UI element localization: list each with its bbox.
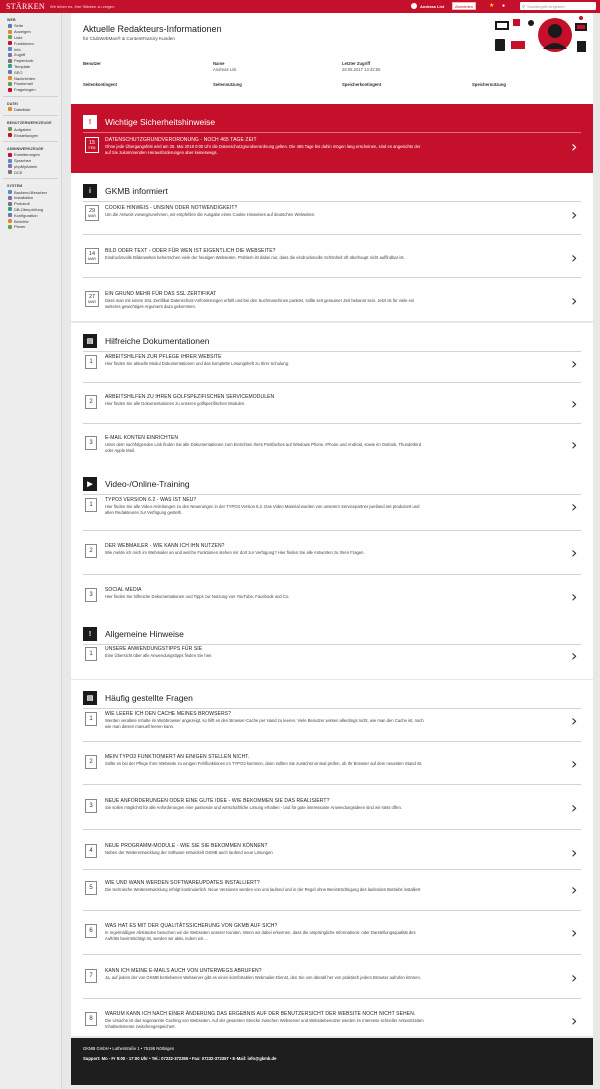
sidebar-item-label: Installation bbox=[14, 195, 34, 201]
module-icon bbox=[8, 225, 12, 229]
module-icon bbox=[8, 88, 12, 92]
item-title[interactable]: NEUE ANFORDERUNGEN ODER EINE GUTE IDEE - WIE BEKOMMEN SIE DAS REALISIERT? bbox=[105, 798, 330, 804]
list-item[interactable] bbox=[83, 248, 581, 274]
section-video bbox=[71, 466, 593, 624]
number-badge: 2 bbox=[85, 544, 97, 558]
play-icon: ▶ bbox=[83, 477, 97, 491]
warning-icon: ! bbox=[83, 115, 97, 129]
sidebar-item-label: Dateiliste bbox=[14, 106, 31, 112]
item-description: Eindrucksvolle Bilderwelten beherrschen viele der heutigen Webseiten. Problem ist dabei nur, dass die eindrucksvolle Schönheit oft überhaupt nicht auffindbar ist. bbox=[105, 255, 405, 260]
number-badge: 3 bbox=[85, 436, 97, 450]
info-icon: i bbox=[83, 184, 97, 198]
help-icon[interactable]: ● bbox=[502, 3, 506, 9]
module-icon bbox=[8, 64, 12, 68]
chevron-right-icon[interactable]: › bbox=[571, 543, 578, 562]
section-divider bbox=[83, 644, 581, 645]
module-icon bbox=[8, 41, 12, 45]
module-icon bbox=[8, 190, 12, 194]
list-item[interactable] bbox=[83, 646, 581, 672]
chevron-right-icon[interactable]: › bbox=[571, 248, 578, 267]
footer-support: Support: Mo - Fr 9:00 - 17:00 Uhr • Tel.: 07232-372355 • Fax: 07232-372357 • E-Mail: info@gkmb.de bbox=[83, 1056, 277, 1061]
section-title: Hilfreiche Dokumentationen bbox=[105, 336, 210, 346]
sidebar-item-label: Zugriff bbox=[14, 52, 26, 58]
sidebar-item-label: phpMyAdmin bbox=[14, 163, 38, 169]
sidebar-item-label: Info bbox=[14, 46, 21, 52]
item-description: Unter dem nachfolgenden Link finden Sie alle Dokumentationen zum Einrichten Ihres Postfaches auf Windows Phone, iPhone und Android, sowie im Outlook, Thunderbird oder Apple Mail. bbox=[105, 442, 422, 453]
sidebar-item-label: Funktionen bbox=[14, 40, 34, 46]
search-icon: ⚲ bbox=[522, 3, 525, 9]
sidebar-item-label: Berichte bbox=[14, 218, 29, 224]
item-title[interactable]: EIN GRUND MEHR FÜR DAS SSL ZERTIFIKAT bbox=[105, 291, 217, 297]
chevron-right-icon[interactable]: › bbox=[571, 923, 578, 942]
sidebar-item-dce[interactable] bbox=[0, 169, 61, 175]
date-badge: 27 MAR bbox=[85, 291, 99, 307]
logout-button[interactable]: Abmelden bbox=[452, 2, 476, 10]
section-faq bbox=[71, 680, 593, 1036]
sidebar-item-label: DCE bbox=[14, 169, 23, 175]
module-icon bbox=[8, 164, 12, 168]
chevron-right-icon[interactable]: › bbox=[571, 754, 578, 773]
page-title: Aktuelle Redakteurs-Informationen bbox=[83, 24, 222, 34]
chevron-right-icon[interactable]: › bbox=[571, 711, 578, 730]
chevron-right-icon[interactable]: › bbox=[571, 880, 578, 899]
row-divider bbox=[83, 910, 581, 911]
sidebar-item-label: Fragebogen bbox=[14, 87, 36, 93]
list-item[interactable] bbox=[83, 497, 581, 523]
section-allgemein bbox=[71, 616, 593, 679]
row-divider bbox=[83, 530, 581, 531]
row-divider bbox=[83, 998, 581, 999]
item-description: Neben der Weiterentwicklung der Software entwickelt GKMB auch laufend neue Lösungen bbox=[105, 850, 273, 855]
chevron-right-icon[interactable]: › bbox=[571, 137, 578, 156]
list-item[interactable] bbox=[83, 587, 581, 613]
sidebar-item-dateiliste[interactable] bbox=[0, 107, 61, 113]
module-icon bbox=[8, 127, 12, 131]
module-icon bbox=[8, 170, 12, 174]
chevron-right-icon[interactable]: › bbox=[571, 291, 578, 310]
item-title[interactable]: BILD ODER TEXT - ODER FÜR WEN IST EIGENTLICH DIE WEBSEITE? bbox=[105, 248, 276, 254]
number-badge: 2 bbox=[85, 755, 97, 769]
row-divider bbox=[83, 277, 581, 278]
row-divider bbox=[83, 869, 581, 870]
section-divider bbox=[83, 351, 581, 352]
item-description: Ohne jede Übergangsfrist wird am 25. Mai 2018 0:00 Uhr die Datenschutzgrundverordnung gelten. Die 465 Tage bis dahin mögen lang erscheinen, sind es angesichts der auf Sie zukommenden Herausforderungen aber keineswegs. bbox=[105, 144, 421, 155]
row-divider bbox=[83, 784, 581, 785]
number-badge: 3 bbox=[85, 799, 97, 813]
user-avatar-icon bbox=[411, 3, 417, 9]
chevron-right-icon[interactable]: › bbox=[571, 394, 578, 413]
section-title: Häufig gestellte Fragen bbox=[105, 693, 193, 703]
number-badge: 1 bbox=[85, 498, 97, 512]
list-item[interactable] bbox=[83, 354, 581, 380]
item-title[interactable]: SOCIAL MEDIA bbox=[105, 587, 142, 593]
row-divider bbox=[83, 234, 581, 235]
item-description: Sie sollen möglichst für alle Anforderungen eine passende und wirtschaftliche Lösung erhalten - und für gute interessante Anwendungsideen sind wir stets offen. bbox=[105, 805, 402, 810]
sidebar-item-label: Papierkorb bbox=[14, 58, 34, 64]
number-badge: 5 bbox=[85, 881, 97, 895]
item-description: Hier finden Sie hilfreiche Dokumentationen und Tipps zur Nutzung von YouTube, Facebook und Co. bbox=[105, 594, 290, 599]
section-divider bbox=[83, 708, 581, 709]
item-title[interactable]: NEUE PROGRAMM-MODULE - WIE SIE SIE BEKOMMEN KÖNNEN? bbox=[105, 843, 268, 849]
sidebar-item-label: Powermail bbox=[14, 81, 33, 87]
item-description: Um die Antwort vorwegzunehmen, wir empfehlen die Ausgabe eines Cookie Hinweises auf deutschen Webseiten. bbox=[105, 212, 316, 217]
item-title[interactable]: WAS HAT ES MIT DER QUALITÄTSSICHERUNG VON GKMB AUF SICH? bbox=[105, 923, 278, 929]
faq-item[interactable] bbox=[83, 923, 581, 949]
item-title[interactable]: WARUM KANN ICH NACH EINER ÄNDERUNG DAS ERGEBNIS AUF DER BENUTZERSICHT DER WEBSITE NOCH NICHT SEHEN. bbox=[105, 1011, 416, 1017]
sidebar-item-label: Template bbox=[14, 63, 31, 69]
name-field: Name Andreas List bbox=[213, 61, 237, 72]
item-title[interactable]: E-MAIL KONTEN EINRICHTEN bbox=[105, 435, 179, 441]
faq-item[interactable] bbox=[83, 843, 581, 869]
row-divider bbox=[83, 741, 581, 742]
section-header bbox=[83, 477, 190, 491]
module-icon bbox=[8, 202, 12, 206]
item-description: Werden veraltete Inhalte im Webbrowser angezeigt, so hilft es den Browser-Cache per Hand zu leeren. Viele Benutzer wissen allerdings nicht, wie man den Cache ist, noch wie man diesen manuell leeren kann. bbox=[105, 718, 424, 729]
main-content bbox=[71, 13, 593, 1089]
module-icon bbox=[8, 159, 12, 163]
sidebar-item-label: Einstellungen bbox=[14, 132, 39, 138]
brand-logo[interactable]: STÄRKEN bbox=[6, 2, 45, 11]
number-badge: 3 bbox=[85, 588, 97, 602]
section-gkmb bbox=[71, 173, 593, 321]
number-badge: 6 bbox=[85, 924, 97, 938]
item-description: In regelmäßigen Abständen besuchen wir die Webseiten unserer Kunden. Wenn wir dabei erkennen, dass die ursprüngliche Informations- oder Darstellungsqualität des Auftritts beeinträchtigt ist, werden wir aktiv, indem wir ... bbox=[105, 930, 416, 941]
list-item[interactable] bbox=[83, 291, 581, 317]
module-icon bbox=[8, 219, 12, 223]
number-badge: 8 bbox=[85, 1012, 97, 1026]
sidebar-section-system[interactable]: SYSTEM bbox=[7, 184, 23, 189]
item-title[interactable]: COOKIE HINWEIS - UNSINN ODER NOTWENDIGKEIT? bbox=[105, 205, 238, 211]
chevron-right-icon[interactable]: › bbox=[571, 843, 578, 862]
date-badge: 29 MAR bbox=[85, 205, 99, 221]
list-item[interactable] bbox=[83, 394, 581, 420]
user-name: Andreas List bbox=[420, 3, 445, 9]
sidebar-item-label: SEO bbox=[14, 69, 23, 75]
item-description: Hier finden Sie alle Dokumentationen zu unseren golfspezifischen Modulen. bbox=[105, 401, 246, 406]
bookmark-star-icon[interactable]: ★ bbox=[489, 3, 495, 9]
module-icon bbox=[8, 24, 12, 28]
alert-icon: ! bbox=[83, 627, 97, 641]
section-docs bbox=[71, 323, 593, 467]
chevron-right-icon[interactable]: › bbox=[571, 646, 578, 665]
faq-icon: ▤ bbox=[83, 691, 97, 705]
row-divider bbox=[83, 382, 581, 383]
item-title[interactable]: UNSERE ANWENDUNGSTIPPS FÜR SIE bbox=[105, 646, 203, 652]
faq-item[interactable] bbox=[83, 711, 581, 737]
module-icon bbox=[8, 53, 12, 57]
row-divider bbox=[83, 423, 581, 424]
sidebar-item-label: Nachrichten bbox=[14, 75, 36, 81]
sidebar-item-planer[interactable] bbox=[0, 224, 61, 230]
section-title: Video-/Online-Training bbox=[105, 479, 190, 489]
item-description: Die technische Weiterentwicklung erfolgt kontinuierlich. Neue Versionen werden von uns laufend und in der Regel ohne Beeinträchtigung des laufenden Betriebs installiert bbox=[105, 887, 421, 892]
number-badge: 1 bbox=[85, 355, 97, 369]
footer-address: GKMB GmbH • Lutherstraße 1 • 75196 Nöttingen bbox=[83, 1046, 175, 1051]
module-icon bbox=[8, 76, 12, 80]
list-item[interactable] bbox=[83, 435, 581, 461]
storage-quota-field: Speicherkontingent bbox=[342, 82, 382, 87]
number-badge: 1 bbox=[85, 712, 97, 726]
module-icon bbox=[8, 59, 12, 63]
sidebar-item-einstellungen[interactable] bbox=[0, 132, 61, 138]
row-divider bbox=[83, 574, 581, 575]
faq-item[interactable] bbox=[83, 754, 581, 780]
module-icon bbox=[8, 35, 12, 39]
section-title: GKMB informiert bbox=[105, 186, 168, 196]
item-description: Hier finden Sie alle Video-Anleitungen zu den Neuerungen in der TYPO3 Version 6.2. Das Video Material wurden von unserem Servicepartner jweiland.net produziert und allen Redakteuren zur Verfügung gestellt. bbox=[105, 504, 420, 515]
sidebar-item-label: DB-Überprüfung bbox=[14, 206, 44, 212]
chevron-right-icon[interactable]: › bbox=[571, 354, 578, 373]
chevron-right-icon[interactable]: › bbox=[571, 587, 578, 606]
row-divider bbox=[83, 829, 581, 830]
sidebar-section-admin[interactable]: ADMINWERKZEUGE bbox=[7, 146, 44, 151]
item-title[interactable]: DER WEBMAILER - WIE KANN ICH IHN NUTZEN? bbox=[105, 543, 225, 549]
chevron-right-icon[interactable]: › bbox=[571, 1011, 578, 1030]
module-icon bbox=[8, 82, 12, 86]
module-icon bbox=[8, 213, 12, 217]
module-sidebar bbox=[0, 13, 62, 1089]
section-divider bbox=[83, 494, 581, 495]
item-description: Dass man mit einem SSL Zertifikat Datenschutz-Anforderungen erfüllt und bei den Suchmaschinen punktet, sollte seit geraumer Zeit bekannt sein. Jetzt ist für viele ein weiteres gewichtiges Argument dazu gekommen. bbox=[105, 298, 415, 309]
section-divider bbox=[83, 132, 581, 133]
item-description: Wie melde ich mich im Webmailer an und welche Funktionen stehen mir dort zur Verfügung? Hier finden Sie alle Antworten zu Ihren Fragen. bbox=[105, 550, 365, 555]
module-icon bbox=[8, 47, 12, 51]
sidebar-item-label: Erweiterungen bbox=[14, 152, 40, 158]
sidebar-item-fragebogen[interactable] bbox=[0, 87, 61, 93]
item-title[interactable]: TYPO3 VERSION 6.2 - WAS IST NEU? bbox=[105, 497, 197, 503]
sidebar-item-label: Konfiguration bbox=[14, 212, 38, 218]
sidebar-section-benutzer[interactable]: BENUTZERWERKZEUGE bbox=[7, 121, 52, 126]
sidebar-item-label: Planer bbox=[14, 224, 26, 230]
list-item[interactable] bbox=[83, 137, 581, 163]
list-item[interactable] bbox=[83, 205, 581, 231]
sidebar-item-label: Seite bbox=[14, 23, 24, 29]
section-header bbox=[83, 627, 184, 641]
chevron-right-icon[interactable]: › bbox=[571, 968, 578, 987]
last-access-field: Letzter Zugriff 28.06.2017 13:42:56 bbox=[342, 61, 381, 72]
chevron-right-icon[interactable]: › bbox=[571, 497, 578, 516]
item-title[interactable]: MEIN TYPO3 FUNKTIONIERT AN EINIGEN STELLEN NICHT. bbox=[105, 754, 250, 760]
faq-item[interactable] bbox=[83, 880, 581, 906]
sidebar-item-label: Liste bbox=[14, 34, 23, 40]
user-menu[interactable] bbox=[411, 3, 444, 9]
module-icon bbox=[8, 196, 12, 200]
module-icon bbox=[8, 107, 12, 111]
module-icon bbox=[8, 207, 12, 211]
date-badge: 15 FEB bbox=[85, 137, 99, 153]
item-title[interactable]: WIE UND WANN WERDEN SOFTWAREUPDATES INSTALLIERT? bbox=[105, 880, 260, 886]
date-badge: 14 MAR bbox=[85, 248, 99, 264]
faq-item[interactable] bbox=[83, 968, 581, 994]
header-illustration-icon bbox=[491, 15, 591, 57]
sidebar-item-label: Sprachen bbox=[14, 158, 32, 164]
benutzer-field: Benutzer bbox=[83, 61, 101, 66]
section-header bbox=[83, 115, 215, 129]
sidebar-section-datei[interactable]: DATEI bbox=[7, 101, 19, 106]
module-icon bbox=[8, 30, 12, 34]
sidebar-item-label: Anzeigen bbox=[14, 29, 31, 35]
item-title[interactable]: DATENSCHUTZGRUNDVERORDNUNG - NOCH 465 TAGE ZEIT bbox=[105, 137, 257, 143]
section-title: Allgemeine Hinweise bbox=[105, 629, 184, 639]
chevron-right-icon[interactable]: › bbox=[571, 435, 578, 454]
sidebar-item-label: Backend-Benutzer bbox=[14, 189, 47, 195]
item-description: Die Ursache ist das sogenannte Caching von Webseiten. Auf der gesamten Strecke zwischen Webserver und Websitebenutzer werden im Interesse schneller Antwortzeiten Inhaltselemente zwischengespeichert. bbox=[105, 1018, 424, 1029]
page-quota-field: Seitenkontingent bbox=[83, 82, 117, 87]
section-header bbox=[83, 334, 209, 348]
item-description: Hier finden Sie aktuelle Modul Dokumentationen und das komplette Lösungsheft zu Ihrer Schulung. bbox=[105, 361, 290, 366]
module-icon bbox=[8, 70, 12, 74]
item-description: Sollte es bei der Pflege Ihrer Webseite zu einigen Fehlfunktionen im TYPO3 kommen, dann sollten Sie zunächst einmal prüfen, ob Ihr Browser auf dem neuesten Stand ist. bbox=[105, 761, 423, 766]
sidebar-item-label: Protokoll bbox=[14, 201, 30, 207]
list-item[interactable] bbox=[83, 543, 581, 569]
number-badge: 4 bbox=[85, 844, 97, 858]
number-badge: 7 bbox=[85, 969, 97, 983]
search-input[interactable]: ⚲ Suchbegriff eingeben bbox=[520, 2, 596, 10]
sidebar-item-label: Aufgaben bbox=[14, 126, 32, 132]
section-header bbox=[83, 184, 168, 198]
page-subtitle: für ClubWebMan® & ContentFactory Kunden bbox=[83, 36, 175, 41]
sidebar-section-web[interactable]: WEB bbox=[7, 18, 16, 22]
item-title[interactable]: KANN ICH MEINE E-MAILS AUCH VON UNTERWEGS ABRUFEN? bbox=[105, 968, 262, 974]
footer bbox=[71, 1038, 593, 1085]
storage-usage-field: Speichernutzung bbox=[472, 82, 506, 87]
module-icon bbox=[8, 153, 12, 157]
section-header bbox=[83, 691, 193, 705]
item-description: Eine Übersicht über alle Anwendungstipps finden Sie hier. bbox=[105, 653, 213, 658]
number-badge: 1 bbox=[85, 647, 97, 661]
faq-item[interactable] bbox=[83, 798, 581, 824]
dashboard-header bbox=[71, 13, 593, 104]
section-title: Wichtige Sicherheitshinweise bbox=[105, 117, 216, 127]
item-description: Ja, auf jedem der von GKMB betriebenen Webserver gibt es einen komfortablen Webmailer-Dienst, den Sie von überall her von praktisch jedem Browser aufrufen können. bbox=[105, 975, 421, 980]
row-divider bbox=[83, 954, 581, 955]
brand-tagline: Wir leben es, Ihre Stärken zu zeigen bbox=[50, 4, 115, 9]
page-usage-field: Seitennutzung bbox=[213, 82, 242, 87]
number-badge: 2 bbox=[85, 395, 97, 409]
item-title[interactable]: WIE LEERE ICH DEN CACHE MEINES BROWSERS? bbox=[105, 711, 231, 717]
item-title[interactable]: ARBEITSHILFEN ZUR PFLEGE IHRER WEBSITE bbox=[105, 354, 222, 360]
module-icon bbox=[8, 133, 12, 137]
top-bar bbox=[0, 0, 600, 13]
chevron-right-icon[interactable]: › bbox=[571, 205, 578, 224]
chevron-right-icon[interactable]: › bbox=[571, 798, 578, 817]
faq-item[interactable] bbox=[83, 1011, 581, 1037]
section-divider bbox=[83, 201, 581, 202]
item-title[interactable]: ARBEITSHILFEN ZU IHREN GOLFSPEZIFISCHEN SERVICEMODULEN bbox=[105, 394, 275, 400]
book-icon: ▤ bbox=[83, 334, 97, 348]
